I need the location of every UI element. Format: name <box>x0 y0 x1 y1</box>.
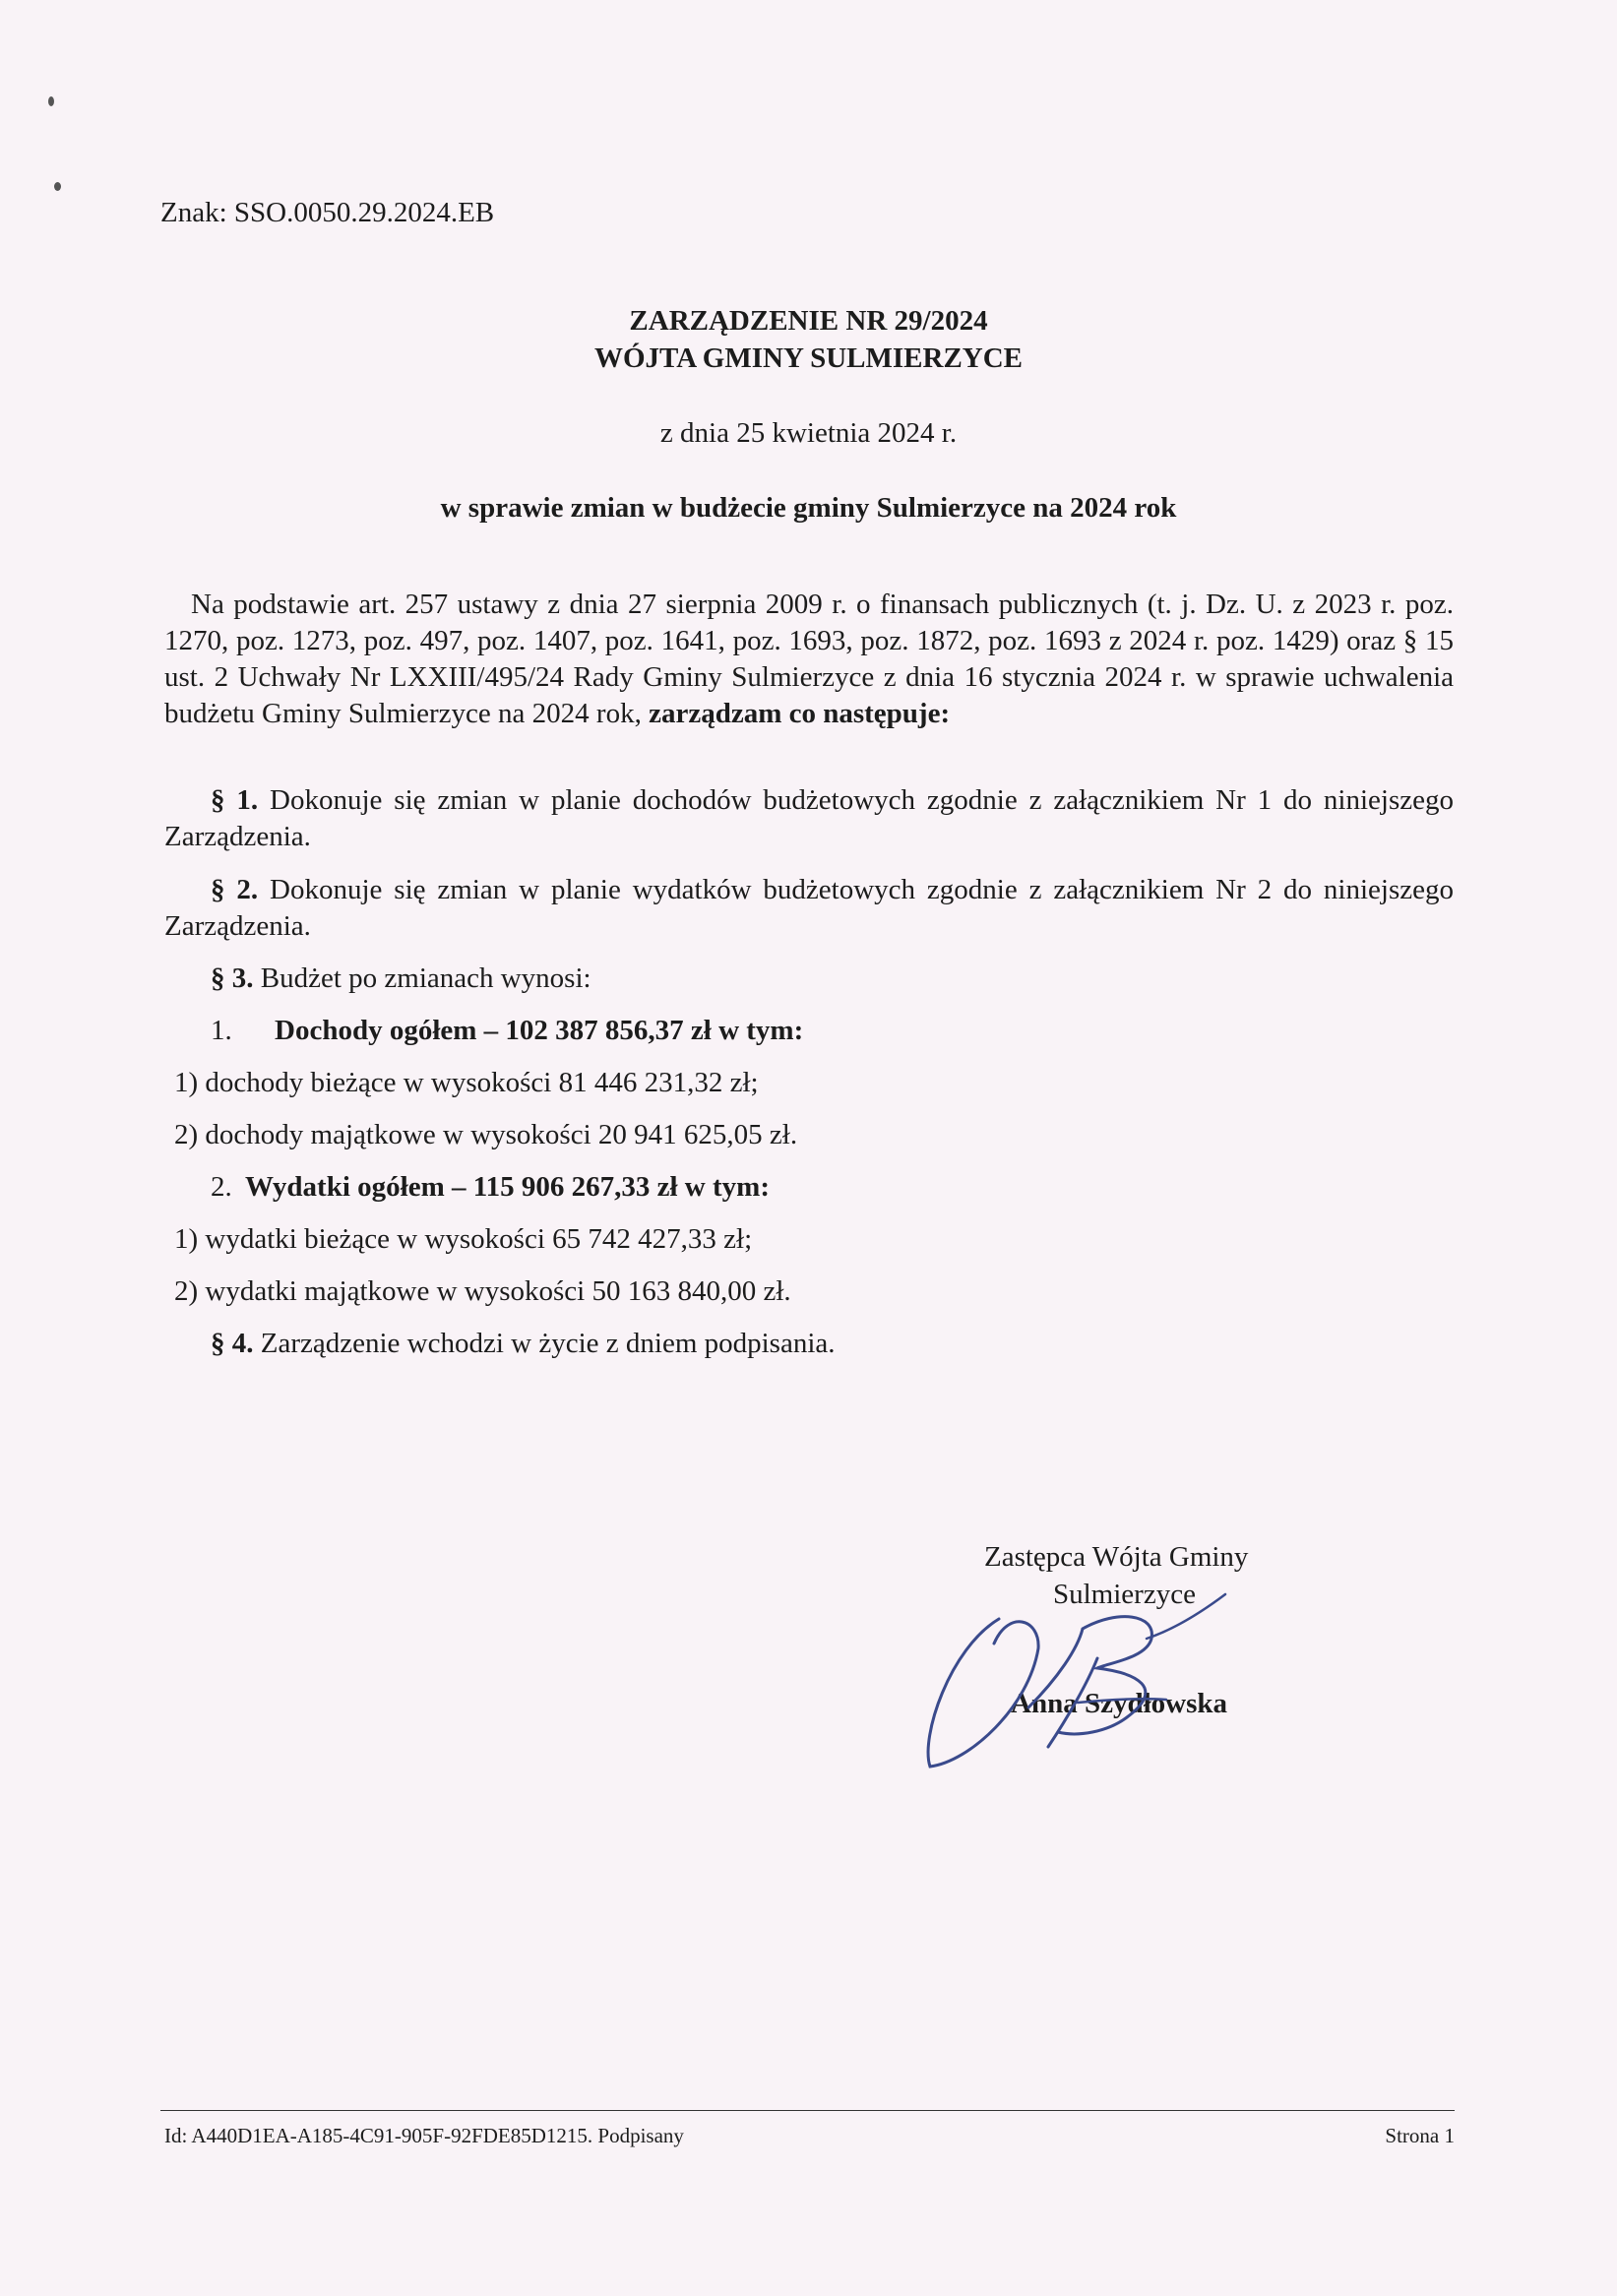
handwritten-signature-icon <box>910 1589 1245 1776</box>
section-1 <box>164 782 1454 855</box>
footer-divider <box>160 2110 1455 2111</box>
income-number: 1. <box>211 1015 232 1046</box>
reference-number: Znak: SSO.0050.29.2024.EB <box>160 197 495 228</box>
section-2-mark: § 2. <box>211 874 259 905</box>
expense-item-2: 2) wydatki majątkowe w wysokości 50 163 840,00 zł. <box>174 1275 791 1307</box>
section-3-mark: § 3. <box>211 962 254 994</box>
section-2 <box>164 872 1454 945</box>
ordering-phrase: zarządzam co następuje: <box>649 698 951 729</box>
income-item-2: 2) dochody majątkowe w wysokości 20 941 625,05 zł. <box>174 1119 798 1150</box>
signatory-name: Anna Szydłowska <box>1011 1688 1227 1719</box>
income-title: Dochody ogółem – 102 387 856,37 zł w tym: <box>275 1015 804 1046</box>
income-item-1: 1) dochody bieżące w wysokości 81 446 231,32 zł; <box>174 1067 759 1098</box>
section-1-text: Dokonuje się zmian w planie dochodów budżetowych zgodnie z załącznikiem Nr 1 do niniejszego Zarządzenia. <box>164 784 1455 852</box>
title-line-1: ZARZĄDZENIE NR 29/2024 <box>629 305 988 337</box>
page-number: Strona 1 <box>1385 2124 1455 2147</box>
section-4-text: Zarządzenie wchodzi w życie z dniem podpisania. <box>260 1328 836 1359</box>
document-date: z dnia 25 kwietnia 2024 r. <box>659 417 958 449</box>
expense-item-1: 1) wydatki bieżące w wysokości 65 742 427,33 zł; <box>174 1223 753 1255</box>
expense-total <box>211 1171 770 1204</box>
document-id: Id: A440D1EA-A185-4C91-905F-92FDE85D1215. Podpisany <box>164 2124 684 2147</box>
signatory-position-line-1: Zastępca Wójta Gminy <box>984 1541 1249 1573</box>
legal-basis-text: Na podstawie art. 257 ustawy z dnia 27 sierpnia 2009 r. o finansach publicznych (t. j. Dz. U. z 2023 r. poz. 1270, poz. 1273, poz. 497, poz. 1407, poz. 1641, poz. 1693, poz. 1872, poz. 1693 z 2024 r. poz. 1429) oraz § 15 ust. 2 Uchwały Nr LXXIII/495/24 Rady Gminy Sulmierzyce z dnia 16 stycznia 2024 r. w sprawie uchwalenia budżetu Gminy Sulmierzyce na 2024 rok, <box>164 589 1454 729</box>
document-subject: w sprawie zmian w budżecie gminy Sulmierzyce na 2024 rok <box>440 492 1177 524</box>
scan-speck <box>48 96 54 106</box>
section-4-mark: § 4. <box>211 1328 254 1359</box>
section-2-text: Dokonuje się zmian w planie wydatków budżetowych zgodnie z załącznikiem Nr 2 do niniejszego Zarządzenia. <box>164 874 1455 942</box>
title-line-2: WÓJTA GMINY SULMIERZYCE <box>593 342 1024 374</box>
section-1-mark: § 1. <box>211 784 259 816</box>
legal-basis-paragraph <box>164 587 1454 732</box>
scan-speck <box>54 182 61 191</box>
section-3-text: Budżet po zmianach wynosi: <box>260 962 591 994</box>
document-title <box>0 302 1617 377</box>
section-4 <box>211 1328 836 1360</box>
income-total <box>211 1015 803 1047</box>
expense-title: Wydatki ogółem – 115 906 267,33 zł w tym: <box>245 1171 770 1203</box>
signatory-position-line-2: Sulmierzyce <box>1053 1579 1196 1610</box>
section-3 <box>211 962 591 995</box>
expense-number: 2. <box>211 1171 232 1203</box>
